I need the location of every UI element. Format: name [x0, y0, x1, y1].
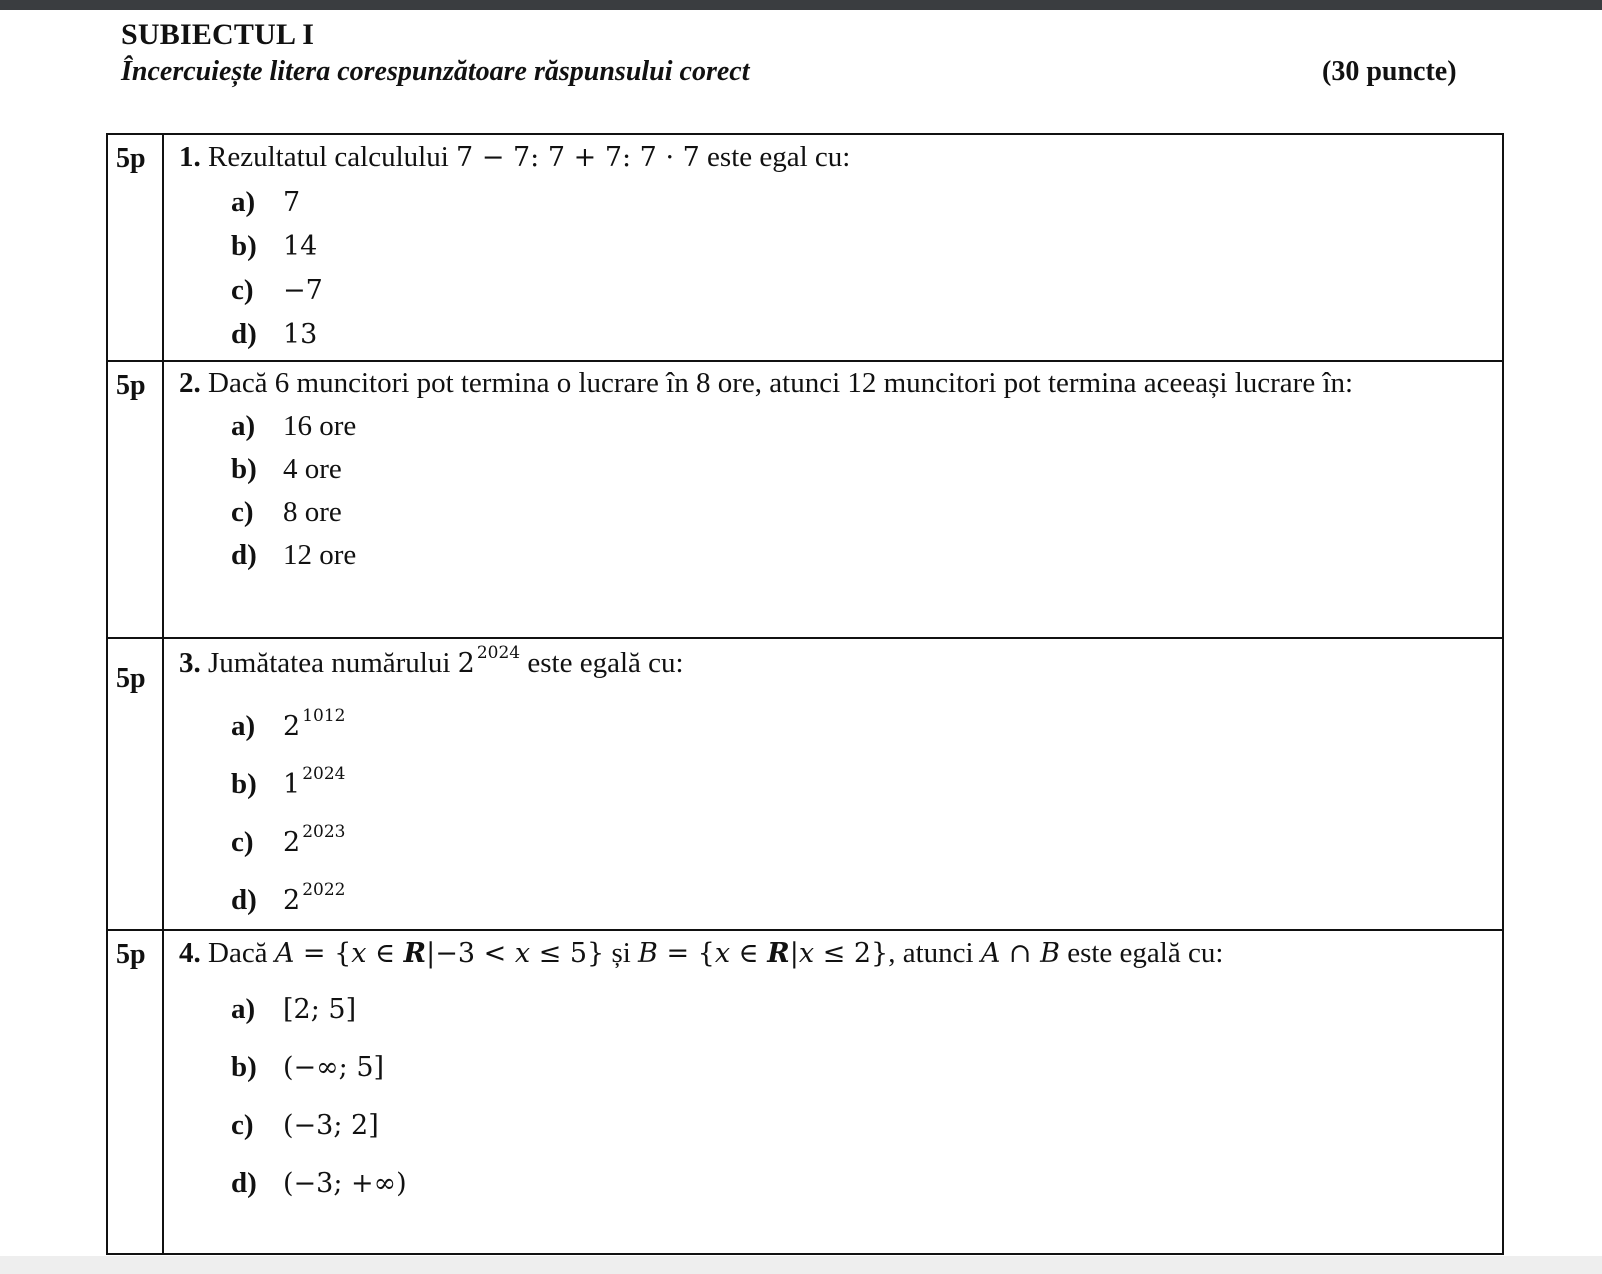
- option-label: a): [231, 186, 256, 218]
- instruction-text: Încercuiește litera corespunzătoare răspunsului corect: [121, 56, 750, 87]
- set-a-in: ∈: [366, 938, 404, 969]
- option-value: 16 ore: [283, 410, 357, 442]
- set-b-close: ≤ 2}: [814, 938, 889, 969]
- option-c[interactable]: [231, 491, 1492, 534]
- option-value: 7: [283, 187, 301, 218]
- set-a-var: x: [351, 938, 367, 969]
- question-prompt-end: este egală cu:: [527, 647, 684, 679]
- option-value: (−3; +∞): [283, 1168, 407, 1199]
- set-b-cond: |: [789, 938, 799, 969]
- points-cell: 5p: [107, 638, 163, 930]
- option-value: [2; 5]: [283, 994, 357, 1025]
- inter-a: A: [980, 938, 1001, 969]
- set-b-open: = {: [657, 938, 715, 969]
- option-label: a): [231, 993, 256, 1025]
- question-prompt: Dacă: [208, 937, 268, 969]
- question-text: [179, 931, 1492, 976]
- set-a-definition: [275, 938, 604, 969]
- power-exponent: 2022: [302, 880, 346, 900]
- question-text: [179, 362, 1492, 405]
- option-label: c): [231, 826, 254, 858]
- question-text: [179, 135, 1492, 180]
- option-b[interactable]: [231, 1038, 1492, 1096]
- question-row-1: [107, 134, 1503, 361]
- set-b-var2: x: [798, 938, 815, 969]
- intersection-expression: [981, 938, 1060, 969]
- set-a-open: = {: [294, 938, 352, 969]
- question-row-4: [107, 930, 1503, 1254]
- set-a-cond: |−3 <: [426, 938, 515, 969]
- question-prompt-end: este egală cu:: [1067, 937, 1224, 969]
- question-prompt-end: este egal cu:: [707, 141, 851, 173]
- points-cell: 5p: [107, 930, 163, 1254]
- option-label: a): [231, 710, 256, 742]
- option-d[interactable]: [231, 534, 1492, 577]
- option-label: c): [231, 1109, 254, 1141]
- power-base: 2: [283, 885, 301, 916]
- question-cell: [163, 134, 1503, 361]
- option-b[interactable]: [231, 224, 1492, 268]
- points-cell: 5p: [107, 361, 163, 638]
- set-b-reals: R: [767, 938, 790, 969]
- points-total: (30 puncte): [1322, 56, 1457, 87]
- question-prompt: Rezultatul calculului: [208, 141, 449, 173]
- option-d[interactable]: [231, 871, 1492, 929]
- inter-b: B: [1040, 938, 1060, 969]
- question-cell: [163, 930, 1503, 1254]
- set-b-name: B: [638, 938, 658, 969]
- option-label: b): [231, 453, 257, 485]
- option-value: (−3; 2]: [283, 1110, 379, 1141]
- option-label: b): [231, 1051, 257, 1083]
- question-cell: [163, 638, 1503, 930]
- option-c[interactable]: [231, 1096, 1492, 1154]
- power-exponent: 2024: [302, 764, 346, 784]
- option-d[interactable]: [231, 312, 1492, 356]
- questions-table: [106, 133, 1504, 1255]
- option-value: 8 ore: [283, 496, 342, 528]
- viewer-bottom-strip: [0, 1256, 1602, 1274]
- power-exponent: 1012: [302, 706, 346, 726]
- power-base: 2: [283, 827, 301, 858]
- question-then: , atunci: [888, 937, 974, 969]
- question-prompt: Dacă 6 muncitori pot termina o lucrare în 8 ore, atunci 12 muncitori pot termina aceeași lucrare în:: [208, 367, 1354, 399]
- question-prompt: Jumătatea numărului: [208, 647, 451, 679]
- set-b-in: ∈: [730, 938, 768, 969]
- option-value: 13: [283, 319, 318, 350]
- option-value: 4 ore: [283, 453, 342, 485]
- set-a-var2: x: [514, 938, 531, 969]
- option-c[interactable]: [231, 268, 1492, 312]
- option-a[interactable]: [231, 697, 1492, 755]
- option-label: c): [231, 274, 254, 306]
- option-value: [283, 872, 345, 933]
- question-row-3: [107, 638, 1503, 930]
- set-b-definition: [638, 938, 888, 969]
- option-label: c): [231, 496, 254, 528]
- power-base: 2: [457, 648, 475, 679]
- option-label: a): [231, 410, 256, 442]
- option-a[interactable]: [231, 405, 1492, 448]
- option-label: d): [231, 539, 257, 571]
- power-base: 2: [283, 711, 301, 742]
- option-value: [283, 814, 345, 875]
- option-value: 14: [283, 231, 318, 262]
- set-a-close: ≤ 5}: [530, 938, 605, 969]
- option-b[interactable]: [231, 448, 1492, 491]
- option-label: d): [231, 1167, 257, 1199]
- question-cell: [163, 361, 1503, 638]
- power-exponent: 2024: [476, 643, 521, 663]
- question-number: 4.: [179, 937, 201, 969]
- set-a-name: A: [274, 938, 295, 969]
- inter-op: ∩: [1000, 938, 1041, 969]
- option-label: b): [231, 768, 257, 800]
- option-value: [283, 698, 345, 759]
- option-value: (−∞; 5]: [283, 1052, 385, 1083]
- power-base: 1: [283, 769, 301, 800]
- option-value: −7: [283, 275, 323, 306]
- math-expression: 7 − 7: 7 + 7: 7 · 7: [456, 142, 700, 173]
- question-number: 3.: [179, 647, 201, 679]
- option-b[interactable]: [231, 755, 1492, 813]
- option-a[interactable]: [231, 180, 1492, 224]
- set-b-var: x: [714, 938, 731, 969]
- option-value: [283, 756, 345, 817]
- question-number: 2.: [179, 367, 201, 399]
- question-row-2: [107, 361, 1503, 638]
- question-text: [179, 641, 1492, 689]
- option-d[interactable]: [231, 1154, 1492, 1212]
- question-conj: și: [611, 937, 631, 969]
- option-label: d): [231, 884, 257, 916]
- option-a[interactable]: [231, 980, 1492, 1038]
- power-exponent: 2023: [302, 822, 346, 842]
- set-a-reals: R: [403, 938, 427, 969]
- option-label: d): [231, 318, 257, 350]
- option-value: 12 ore: [283, 539, 357, 571]
- points-cell: 5p: [107, 134, 163, 361]
- option-label: b): [231, 230, 257, 262]
- question-number: 1.: [179, 141, 201, 173]
- option-c[interactable]: [231, 813, 1492, 871]
- viewer-top-bar: [0, 0, 1602, 10]
- subject-title: SUBIECTUL I: [121, 18, 315, 51]
